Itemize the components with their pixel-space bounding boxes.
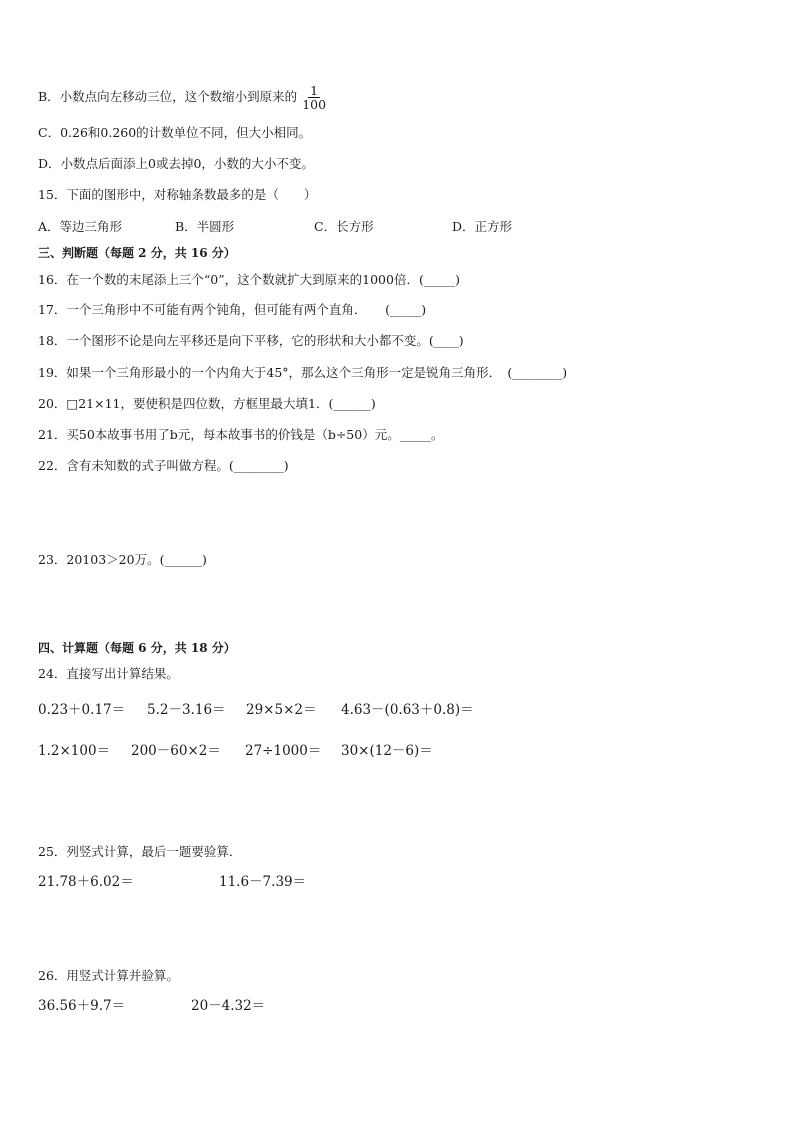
q20: 20．□21×11，要使积是四位数，方框里最大填1．(______): [38, 396, 376, 411]
fraction: [300, 84, 328, 111]
q24-expr-3: 29×5×2＝: [246, 702, 317, 718]
q14-option-c: C．0.26和0.260的计数单位不同，但大小相同。: [38, 125, 312, 140]
q19: 19．如果一个三角形最小的一个内角大于45°，那么这个三角形一定是锐角三角形． (________): [38, 365, 568, 380]
q24-expr-7: 27÷1000＝: [245, 743, 322, 759]
q26-expr-2: 20－4.32＝: [191, 998, 266, 1014]
q25-expr-2: 11.6－7.39＝: [219, 874, 307, 890]
q26-expr-1: 36.56＋9.7＝: [38, 998, 126, 1014]
q15-option-d: D．正方形: [452, 219, 513, 234]
q24-expr-5: 1.2×100＝: [38, 743, 111, 759]
q14-option-d: D．小数点后面添上0或去掉0，小数的大小不变。: [38, 156, 314, 171]
section-3-title: 三、判断题（每题 2 分，共 16 分）: [38, 246, 236, 260]
q23: 23．20103＞20万。(______): [38, 552, 207, 567]
q24-expr-4: 4.63－(0.63＋0.8)＝: [341, 702, 474, 718]
q22: 22．含有未知数的式子叫做方程。(________): [38, 458, 289, 473]
q16: 16．在一个数的末尾添上三个“0”，这个数就扩大到原来的1000倍．(_____): [38, 272, 460, 287]
q15-stem: 15．下面的图形中，对称轴条数最多的是（ ）: [38, 187, 317, 202]
q24-expr-2: 5.2－3.16＝: [147, 702, 226, 718]
q24-expr-1: 0.23＋0.17＝: [38, 702, 126, 718]
section-4-title: 四、计算题（每题 6 分，共 18 分）: [38, 641, 236, 655]
q15-option-b: B．半圆形: [175, 219, 235, 234]
q17: 17．一个三角形中不可能有两个钝角，但可能有两个直角． (_____): [38, 302, 427, 317]
q25-stem: 25．列竖式计算，最后一题要验算．: [38, 844, 242, 859]
q25-expr-1: 21.78＋6.02＝: [38, 874, 134, 890]
q18: 18．一个图形不论是向左平移还是向下平移，它的形状和大小都不变。(____): [38, 333, 464, 348]
q21: 21．买50本故事书用了b元，每本故事书的价钱是（b÷50）元。_____。: [38, 427, 444, 442]
q24-expr-6: 200－60×2＝: [131, 743, 221, 759]
q14-option-b: [38, 84, 328, 111]
q26-stem: 26．用竖式计算并验算。: [38, 968, 179, 983]
q15-option-c: C．长方形: [314, 219, 374, 234]
q24-stem: 24．直接写出计算结果。: [38, 666, 179, 681]
q24-expr-8: 30×(12－6)＝: [341, 743, 433, 759]
fraction-denominator: 100: [302, 97, 327, 112]
q14-option-b-text: B．小数点向左移动三位，这个数缩小到原来的: [38, 89, 298, 104]
fraction-numerator: 1: [310, 83, 319, 98]
q15-option-a: A．等边三角形: [38, 219, 123, 234]
